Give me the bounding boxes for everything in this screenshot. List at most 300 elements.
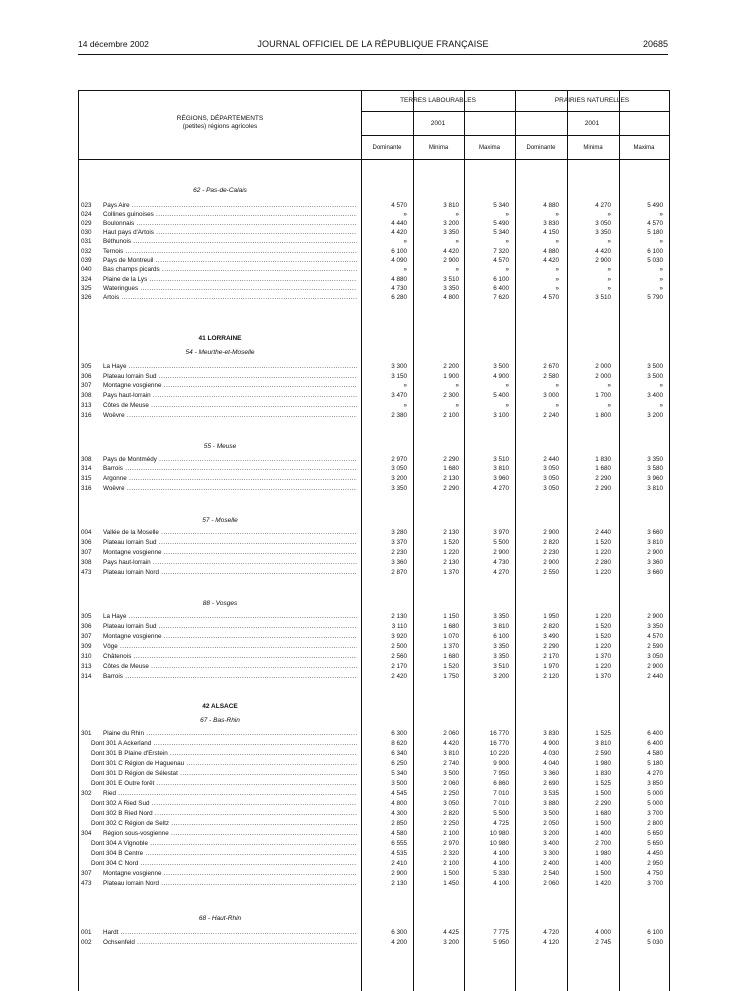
- region-name: Plaine du Rhin .....: [103, 729, 357, 738]
- cell-prairies-dominante: 3 000: [543, 392, 559, 399]
- cell-prairies-minima: 1 520: [595, 539, 611, 546]
- cell-terres-minima: 2 200: [443, 363, 459, 370]
- cell-terres-dominante: 4 570: [391, 202, 407, 209]
- cell-prairies-minima: 1 830: [595, 770, 611, 777]
- cell-terres-dominante: 2 850: [391, 820, 407, 827]
- cell-prairies-maxima: 2 900: [647, 613, 663, 620]
- cell-terres-dominante: 2 970: [391, 456, 407, 463]
- table-row: [79, 819, 669, 828]
- cell-prairies-maxima: 5 000: [647, 800, 663, 807]
- section-label: 68 - Haut-Rhin: [198, 915, 242, 922]
- region-code: 308: [81, 559, 92, 566]
- cell-terres-dominante: 4 200: [391, 939, 407, 946]
- table-row: [79, 474, 669, 483]
- cell-prairies-dominante: »: [555, 211, 559, 218]
- region-name: Pays haut-lorrain .....: [103, 558, 357, 567]
- region-name: Ochsenfeld .....: [103, 938, 357, 947]
- cell-terres-maxima: 3 510: [493, 456, 509, 463]
- cell-prairies-dominante: 3 500: [543, 810, 559, 817]
- cell-prairies-minima: »: [607, 238, 611, 245]
- cell-prairies-minima: 2 745: [595, 939, 611, 946]
- table-row: [79, 538, 669, 547]
- cell-terres-maxima: 3 200: [493, 673, 509, 680]
- cell-terres-maxima: 3 500: [493, 363, 509, 370]
- region-name: Côtes de Meuse .....: [103, 662, 357, 671]
- cell-terres-maxima: 7 775: [493, 929, 509, 936]
- page-number: 20685: [642, 39, 668, 49]
- cell-terres-dominante: 4 440: [391, 220, 407, 227]
- cell-prairies-maxima: 5 650: [647, 840, 663, 847]
- cell-terres-minima: 2 100: [443, 830, 459, 837]
- cell-terres-minima: 4 800: [443, 294, 459, 301]
- cell-terres-minima: 3 510: [443, 276, 459, 283]
- cell-prairies-minima: 1 830: [595, 456, 611, 463]
- cell-terres-maxima: 7 620: [493, 294, 509, 301]
- cell-terres-dominante: 4 420: [391, 229, 407, 236]
- cell-terres-minima: 2 320: [443, 850, 459, 857]
- region-code: 473: [81, 880, 92, 887]
- cell-terres-dominante: »: [403, 402, 407, 409]
- cell-terres-dominante: 2 130: [391, 880, 407, 887]
- cell-prairies-minima: 1 220: [595, 643, 611, 650]
- table-row: [79, 938, 669, 947]
- cell-terres-minima: 3 500: [443, 770, 459, 777]
- region-name: Plateau lorrain Sud .....: [103, 622, 357, 631]
- cell-prairies-minima: 1 500: [595, 790, 611, 797]
- cell-terres-maxima: 10 980: [489, 840, 509, 847]
- cell-terres-minima: 4 420: [443, 248, 459, 255]
- header-rule: [78, 54, 668, 55]
- region-name: Boulonnais .....: [103, 219, 357, 228]
- cell-prairies-minima: 1 980: [595, 760, 611, 767]
- cell-terres-maxima: »: [505, 402, 509, 409]
- cell-prairies-dominante: 3 050: [543, 465, 559, 472]
- cell-prairies-minima: 1 700: [595, 392, 611, 399]
- cell-prairies-maxima: 4 570: [647, 633, 663, 640]
- cell-terres-minima: 2 820: [443, 810, 459, 817]
- cell-terres-minima: 3 200: [443, 220, 459, 227]
- cell-prairies-maxima: »: [659, 402, 663, 409]
- region-code: 325: [81, 285, 92, 292]
- cell-prairies-maxima: 2 590: [647, 643, 663, 650]
- region-name: Hardt .....: [103, 928, 357, 937]
- region-name: Vôge .....: [103, 642, 357, 651]
- cell-terres-minima: 2 740: [443, 760, 459, 767]
- table-row: [79, 568, 669, 577]
- cell-prairies-dominante: »: [555, 285, 559, 292]
- cell-terres-minima: 2 130: [443, 559, 459, 566]
- cell-terres-minima: 1 070: [443, 633, 459, 640]
- cell-prairies-maxima: 2 800: [647, 820, 663, 827]
- cell-prairies-maxima: 5 180: [647, 229, 663, 236]
- cell-terres-dominante: 3 370: [391, 539, 407, 546]
- table-row: [79, 201, 669, 210]
- cell-terres-maxima: 3 510: [493, 663, 509, 670]
- region-name: Dont 302 B Ried Nord .....: [91, 809, 357, 818]
- cell-terres-minima: 1 680: [443, 465, 459, 472]
- region-code: 306: [81, 539, 92, 546]
- cell-prairies-minima: 1 420: [595, 880, 611, 887]
- cell-terres-dominante: 3 470: [391, 392, 407, 399]
- cell-prairies-dominante: 2 540: [543, 870, 559, 877]
- col-minima-2: Minima: [583, 145, 603, 151]
- cell-prairies-maxima: 5 180: [647, 760, 663, 767]
- cell-terres-dominante: 3 110: [391, 623, 407, 630]
- region-code: 324: [81, 276, 92, 283]
- cell-prairies-minima: »: [607, 211, 611, 218]
- cell-terres-minima: 3 200: [443, 939, 459, 946]
- cell-prairies-maxima: 2 900: [647, 549, 663, 556]
- region-code: 002: [81, 939, 92, 946]
- cell-prairies-minima: »: [607, 266, 611, 273]
- region-code: 310: [81, 653, 92, 660]
- cell-terres-minima: 2 130: [443, 529, 459, 536]
- cell-terres-maxima: 4 270: [493, 569, 509, 576]
- cell-prairies-maxima: 5 030: [647, 939, 663, 946]
- cell-prairies-minima: 1 680: [595, 810, 611, 817]
- cell-terres-minima: 2 130: [443, 475, 459, 482]
- cell-prairies-minima: 2 290: [595, 475, 611, 482]
- region-name: La Haye .....: [103, 362, 357, 371]
- cell-terres-maxima: 4 900: [493, 373, 509, 380]
- cell-prairies-dominante: 4 720: [543, 929, 559, 936]
- cell-prairies-maxima: 3 810: [647, 485, 663, 492]
- region-code: 307: [81, 549, 92, 556]
- section-label: 54 - Meurthe-et-Moselle: [185, 349, 255, 356]
- cell-terres-maxima: 3 350: [493, 653, 509, 660]
- cell-terres-minima: 1 220: [443, 549, 459, 556]
- cell-terres-dominante: 4 535: [391, 850, 407, 857]
- cell-prairies-dominante: 2 120: [543, 673, 559, 680]
- cell-terres-dominante: 3 050: [391, 465, 407, 472]
- cell-prairies-maxima: 3 810: [647, 539, 663, 546]
- cell-prairies-minima: 1 220: [595, 613, 611, 620]
- region-code: 314: [81, 673, 92, 680]
- cell-terres-minima: 2 060: [443, 780, 459, 787]
- cell-terres-maxima: »: [505, 266, 509, 273]
- cell-prairies-maxima: 3 660: [647, 569, 663, 576]
- table-row: [79, 237, 669, 246]
- cell-terres-maxima: 3 810: [493, 623, 509, 630]
- cell-prairies-dominante: 2 900: [543, 559, 559, 566]
- cell-terres-dominante: »: [403, 238, 407, 245]
- cell-terres-dominante: 4 090: [391, 257, 407, 264]
- cell-terres-dominante: 5 340: [391, 770, 407, 777]
- cell-prairies-minima: 1 525: [595, 780, 611, 787]
- table-row: [79, 859, 669, 868]
- table-row: [79, 879, 669, 888]
- region-name: Ternois .....: [103, 247, 357, 256]
- table-row: [79, 749, 669, 758]
- cell-terres-dominante: 4 880: [391, 276, 407, 283]
- cell-prairies-minima: 2 280: [595, 559, 611, 566]
- table-row: [79, 632, 669, 641]
- cell-prairies-dominante: 3 300: [543, 850, 559, 857]
- table-row: [79, 528, 669, 537]
- cell-prairies-minima: »: [607, 285, 611, 292]
- region-name: Collines guinoises .....: [103, 210, 357, 219]
- table-row: [79, 381, 669, 390]
- cell-terres-minima: 1 750: [443, 673, 459, 680]
- region-name: Dont 304 A Vignoble .....: [91, 839, 357, 848]
- cell-terres-maxima: 4 725: [493, 820, 509, 827]
- cell-terres-maxima: 5 330: [493, 870, 509, 877]
- cell-terres-dominante: 2 130: [391, 613, 407, 620]
- table-row: [79, 739, 669, 748]
- cell-terres-maxima: 6 100: [493, 276, 509, 283]
- cell-prairies-dominante: 4 120: [543, 939, 559, 946]
- cell-terres-dominante: 6 300: [391, 730, 407, 737]
- cell-terres-minima: 1 520: [443, 663, 459, 670]
- region-code: 306: [81, 623, 92, 630]
- table-row: [79, 256, 669, 265]
- cell-terres-maxima: 7 010: [493, 790, 509, 797]
- table-row: [79, 228, 669, 237]
- cell-prairies-dominante: 2 900: [543, 529, 559, 536]
- cell-prairies-minima: »: [607, 276, 611, 283]
- region-code: 316: [81, 485, 92, 492]
- cell-terres-minima: 3 350: [443, 229, 459, 236]
- cell-terres-dominante: 6 300: [391, 929, 407, 936]
- cell-prairies-minima: 3 810: [595, 740, 611, 747]
- table-row: [79, 869, 669, 878]
- region-name: Côtes de Meuse .....: [103, 401, 357, 410]
- cell-terres-minima: 1 370: [443, 569, 459, 576]
- cell-terres-maxima: 3 100: [493, 412, 509, 419]
- region-code: 304: [81, 830, 92, 837]
- cell-prairies-maxima: »: [659, 276, 663, 283]
- cell-prairies-maxima: 3 850: [647, 780, 663, 787]
- region-code: 029: [81, 220, 92, 227]
- cell-prairies-maxima: 2 950: [647, 860, 663, 867]
- region-code: 030: [81, 229, 92, 236]
- cell-prairies-dominante: 2 440: [543, 456, 559, 463]
- region-code: 024: [81, 211, 92, 218]
- cell-terres-dominante: 3 350: [391, 485, 407, 492]
- cell-terres-maxima: 5 340: [493, 229, 509, 236]
- region-name: Dont 301 A Ackerland .....: [91, 739, 357, 748]
- cell-terres-minima: 2 100: [443, 412, 459, 419]
- cell-terres-maxima: 4 730: [493, 559, 509, 566]
- cell-prairies-dominante: 2 580: [543, 373, 559, 380]
- region-code: 307: [81, 382, 92, 389]
- header-rule: [361, 111, 669, 112]
- cell-prairies-maxima: 3 350: [647, 456, 663, 463]
- region-name: Haut pays d'Artois .....: [103, 228, 357, 237]
- table-row: [79, 662, 669, 671]
- region-name: Plateau lorrain Nord .....: [103, 879, 357, 888]
- region-code: 306: [81, 373, 92, 380]
- cell-prairies-maxima: 3 360: [647, 559, 663, 566]
- cell-terres-minima: 3 350: [443, 285, 459, 292]
- table-row: [79, 729, 669, 738]
- cell-terres-maxima: 4 100: [493, 860, 509, 867]
- cell-terres-maxima: 4 100: [493, 880, 509, 887]
- region-name: Ried .....: [103, 789, 357, 798]
- cell-terres-dominante: 2 410: [391, 860, 407, 867]
- region-name: Wateringues .....: [103, 284, 357, 293]
- region-name: Barrois .....: [103, 672, 357, 681]
- cell-prairies-maxima: 4 450: [647, 850, 663, 857]
- region-name: Argonne .....: [103, 474, 357, 483]
- cell-prairies-minima: 3 050: [595, 220, 611, 227]
- cell-prairies-minima: 4 420: [595, 248, 611, 255]
- cell-prairies-minima: 1 500: [595, 870, 611, 877]
- cell-terres-dominante: 3 150: [391, 373, 407, 380]
- cell-prairies-minima: 2 700: [595, 840, 611, 847]
- cell-prairies-maxima: 5 000: [647, 790, 663, 797]
- region-code: 305: [81, 363, 92, 370]
- cell-terres-minima: 2 060: [443, 730, 459, 737]
- cell-terres-maxima: »: [505, 211, 509, 218]
- year-terres: 2001: [430, 120, 446, 127]
- region-name: Montagne vosgienne .....: [103, 632, 357, 641]
- cell-terres-dominante: 2 230: [391, 549, 407, 556]
- cell-prairies-minima: 1 680: [595, 465, 611, 472]
- table-row: [79, 779, 669, 788]
- region-name: Montagne vosgienne .....: [103, 548, 357, 557]
- cell-terres-maxima: 5 490: [493, 220, 509, 227]
- cell-prairies-dominante: 2 670: [543, 363, 559, 370]
- cell-terres-dominante: 2 380: [391, 412, 407, 419]
- cell-terres-maxima: 3 810: [493, 465, 509, 472]
- table-row: [79, 622, 669, 631]
- cell-prairies-minima: 4 270: [595, 202, 611, 209]
- cell-terres-maxima: 2 900: [493, 549, 509, 556]
- header-rule: [361, 135, 669, 136]
- cell-terres-dominante: 6 280: [391, 294, 407, 301]
- cell-terres-dominante: 3 300: [391, 363, 407, 370]
- cell-prairies-minima: 1 800: [595, 412, 611, 419]
- table-row: [79, 484, 669, 493]
- region-code: 001: [81, 929, 92, 936]
- cell-terres-dominante: 6 555: [391, 840, 407, 847]
- table-row: [79, 558, 669, 567]
- table-row: [79, 284, 669, 293]
- cell-terres-dominante: 3 200: [391, 475, 407, 482]
- cell-prairies-maxima: 2 440: [647, 673, 663, 680]
- region-code: 308: [81, 392, 92, 399]
- cell-prairies-dominante: 4 150: [543, 229, 559, 236]
- table-row: [79, 391, 669, 400]
- cell-prairies-dominante: 2 820: [543, 623, 559, 630]
- cell-prairies-dominante: »: [555, 266, 559, 273]
- table-row: [79, 372, 669, 381]
- region-code: 032: [81, 248, 92, 255]
- cell-prairies-maxima: »: [659, 211, 663, 218]
- land-price-table: [78, 90, 670, 991]
- region-code: 305: [81, 613, 92, 620]
- cell-terres-dominante: 3 500: [391, 780, 407, 787]
- region-name: Pays de Montreuil .....: [103, 256, 357, 265]
- region-name: Montagne vosgienne .....: [103, 869, 357, 878]
- cell-terres-maxima: 4 270: [493, 485, 509, 492]
- cell-prairies-dominante: 3 880: [543, 800, 559, 807]
- cell-prairies-dominante: 3 400: [543, 840, 559, 847]
- region-name: Bas champs picards .....: [103, 265, 357, 274]
- cell-terres-maxima: 4 570: [493, 257, 509, 264]
- cell-terres-minima: 3 810: [443, 750, 459, 757]
- cell-prairies-minima: 2 590: [595, 750, 611, 757]
- col-maxima-2: Maxima: [633, 145, 655, 151]
- cell-prairies-minima: 2 290: [595, 800, 611, 807]
- table-row: [79, 401, 669, 410]
- region-code: 326: [81, 294, 92, 301]
- cell-terres-minima: »: [455, 402, 459, 409]
- cell-prairies-minima: 1 370: [595, 653, 611, 660]
- table-row: [79, 769, 669, 778]
- cell-terres-minima: 3 050: [443, 800, 459, 807]
- cell-prairies-maxima: »: [659, 266, 663, 273]
- cell-terres-maxima: 16 770: [489, 730, 509, 737]
- cell-terres-minima: 1 500: [443, 870, 459, 877]
- region-code: 301: [81, 730, 92, 737]
- cell-prairies-dominante: »: [555, 382, 559, 389]
- region-code: 315: [81, 475, 92, 482]
- cell-terres-maxima: 5 500: [493, 810, 509, 817]
- cell-terres-maxima: »: [505, 238, 509, 245]
- region-name: Pays de Montmédy .....: [103, 455, 357, 464]
- cell-prairies-dominante: 2 230: [543, 549, 559, 556]
- cell-terres-dominante: »: [403, 211, 407, 218]
- table-row: [79, 247, 669, 256]
- cell-prairies-dominante: »: [555, 276, 559, 283]
- cell-prairies-maxima: 4 270: [647, 770, 663, 777]
- cell-terres-minima: 2 250: [443, 790, 459, 797]
- cell-prairies-dominante: 2 820: [543, 539, 559, 546]
- cell-terres-dominante: »: [403, 382, 407, 389]
- cell-terres-maxima: 10 980: [489, 830, 509, 837]
- table-row: [79, 275, 669, 284]
- cell-prairies-maxima: 3 700: [647, 880, 663, 887]
- cell-prairies-dominante: 2 400: [543, 860, 559, 867]
- section-label: 88 - Vosges: [202, 600, 238, 607]
- table-row: [79, 652, 669, 661]
- cell-prairies-minima: 1 520: [595, 623, 611, 630]
- cell-terres-dominante: »: [403, 266, 407, 273]
- cell-terres-maxima: 5 340: [493, 202, 509, 209]
- cell-prairies-maxima: 6 100: [647, 929, 663, 936]
- cell-terres-minima: 2 970: [443, 840, 459, 847]
- regions-header-line2: (petites) régions agricoles: [182, 123, 258, 130]
- region-name: Châtenois .....: [103, 652, 357, 661]
- cell-prairies-dominante: 2 290: [543, 643, 559, 650]
- cell-terres-maxima: 4 100: [493, 850, 509, 857]
- regions-header-line1: RÉGIONS, DÉPARTEMENTS: [176, 115, 264, 122]
- cell-terres-minima: »: [455, 211, 459, 218]
- table-row: [79, 411, 669, 420]
- cell-prairies-minima: 2 900: [595, 257, 611, 264]
- region-name: Vallée de la Moselle .....: [103, 528, 357, 537]
- cell-prairies-dominante: 2 170: [543, 653, 559, 660]
- cell-prairies-minima: 3 350: [595, 229, 611, 236]
- cell-prairies-minima: »: [607, 402, 611, 409]
- cell-terres-maxima: 5 950: [493, 939, 509, 946]
- cell-prairies-maxima: 3 350: [647, 623, 663, 630]
- cell-prairies-dominante: 4 880: [543, 248, 559, 255]
- cell-prairies-minima: 1 525: [595, 730, 611, 737]
- table-row: [79, 928, 669, 937]
- cell-terres-minima: 1 520: [443, 539, 459, 546]
- region-code: 316: [81, 412, 92, 419]
- region-code: 031: [81, 238, 92, 245]
- year-prairies: 2001: [584, 120, 600, 127]
- cell-terres-minima: »: [455, 382, 459, 389]
- cell-prairies-dominante: 3 200: [543, 830, 559, 837]
- region-name: Dont 302 A Ried Sud .....: [91, 799, 357, 808]
- table-row: [79, 210, 669, 219]
- cell-prairies-dominante: 3 360: [543, 770, 559, 777]
